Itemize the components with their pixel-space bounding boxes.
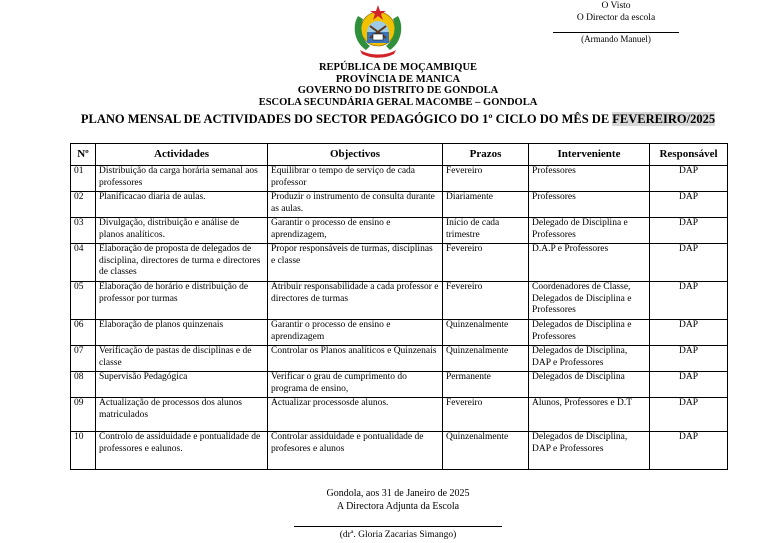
cell-deadline: Quinzenalmente	[443, 346, 529, 372]
header-responsible: Responsável	[650, 144, 728, 166]
cell-number: 09	[71, 398, 96, 432]
cell-objective: Controlar os Planos analíticos e Quinzenais	[268, 346, 443, 372]
cell-responsible: DAP	[650, 320, 728, 346]
cell-participant: Coordenadores de Classe, Delegados de Disciplina e Professores	[529, 282, 650, 320]
cell-participant: Professores	[529, 166, 650, 192]
table-row	[71, 166, 728, 192]
cell-participant: D.A.P e Professores	[529, 244, 650, 282]
cell-responsible: DAP	[650, 282, 728, 320]
cell-objective: Controlar assiduidade e pontualidade de profesores e alunos	[268, 432, 443, 470]
table-row	[71, 218, 728, 244]
cell-objective: Produzir o instrumento de consulta durante as aulas.	[268, 192, 443, 218]
mozambique-emblem-icon	[346, 2, 410, 60]
cell-activity: Planificacao diaria de aulas.	[96, 192, 268, 218]
cell-responsible: DAP	[650, 432, 728, 470]
table-row	[71, 282, 728, 320]
signature-block	[270, 487, 526, 541]
table-row	[71, 192, 728, 218]
cell-number: 06	[71, 320, 96, 346]
table-row	[71, 432, 728, 470]
cell-activity: Actualização de processos dos alunos matriculados	[96, 398, 268, 432]
table-row	[71, 320, 728, 346]
cell-number: 04	[71, 244, 96, 282]
table-row	[71, 398, 728, 432]
cell-participant: Professores	[529, 192, 650, 218]
activities-table	[70, 143, 728, 470]
cell-number: 02	[71, 192, 96, 218]
table-row	[71, 244, 728, 282]
signer-name: (drª. Gloria Zacarias Simango)	[339, 530, 457, 540]
header-deadlines: Prazos	[443, 144, 529, 166]
cell-deadline: Quinzenalmente	[443, 320, 529, 346]
cell-number: 10	[71, 432, 96, 470]
cell-responsible: DAP	[650, 244, 728, 282]
approval-line-1: O Visto	[601, 1, 631, 11]
cell-activity: Verificação de pastas de disciplinas e de classe	[96, 346, 268, 372]
cell-responsible: DAP	[650, 218, 728, 244]
cell-objective: Actualizar processosde alunos.	[268, 398, 443, 432]
cell-responsible: DAP	[650, 346, 728, 372]
table-header-row	[71, 144, 728, 166]
cell-activity: Elaboração de planos quinzenais	[96, 320, 268, 346]
cell-deadline: Diariamente	[443, 192, 529, 218]
cell-deadline: Fevereiro	[443, 398, 529, 432]
cell-participant: Delegados de Disciplina e Professores	[529, 320, 650, 346]
document-title	[0, 112, 768, 126]
cell-activity: Elaboração de horário e distribuição de professor por turmas	[96, 282, 268, 320]
cell-number: 05	[71, 282, 96, 320]
table-row	[71, 372, 728, 398]
title-month: FEVEREIRO/2025	[612, 112, 716, 126]
cell-objective: Propor responsáveis de turmas, disciplinas e classe	[268, 244, 443, 282]
cell-responsible: DAP	[650, 166, 728, 192]
header-province: PROVÍNCIA DE MANICA	[335, 73, 461, 85]
approval-line-2: O Director da escola	[576, 13, 656, 23]
cell-objective: Garantir o processo de ensino e aprendizagem	[268, 320, 443, 346]
cell-deadline: Fevereiro	[443, 244, 529, 282]
cell-activity: Divulgação, distribuição e análise de planos analíticos.	[96, 218, 268, 244]
cell-participant: Alunos, Professores e D.T	[529, 398, 650, 432]
cell-participant: Delegados de Disciplina, DAP e Professores	[529, 346, 650, 372]
cell-responsible: DAP	[650, 192, 728, 218]
approval-name: (Armando Manuel)	[581, 34, 651, 44]
header-objectives: Objectivos	[268, 144, 443, 166]
cell-participant: Delegado de Disciplina e Professores	[529, 218, 650, 244]
document-header	[0, 62, 768, 108]
cell-number: 08	[71, 372, 96, 398]
header-district: GOVERNO DO DISTRITO DE GONDOLA	[297, 85, 499, 96]
cell-activity: Controlo de assiduidade e pontualidade de professores e ealunos.	[96, 432, 268, 470]
cell-responsible: DAP	[650, 398, 728, 432]
cell-deadline: Fevereiro	[443, 282, 529, 320]
cell-number: 01	[71, 166, 96, 192]
cell-deadline: Permanente	[443, 372, 529, 398]
cell-activity: Supervisão Pedagógica	[96, 372, 268, 398]
approval-block	[546, 0, 686, 45]
cell-responsible: DAP	[650, 372, 728, 398]
cell-number: 03	[71, 218, 96, 244]
signer-role: A Directora Adjunta da Escola	[336, 501, 460, 512]
cell-number: 07	[71, 346, 96, 372]
cell-objective: Equilibrar o tempo de serviço de cada professor	[268, 166, 443, 192]
header-activities: Actividades	[96, 144, 268, 166]
cell-activity: Elaboração de proposta de delegados de disciplina, directores de turma e directores de classes	[96, 244, 268, 282]
title-main: PLANO MENSAL DE ACTIVIDADES DO SECTOR PEDAGÓGICO DO 1º CICLO DO MÊS DE	[80, 112, 610, 126]
cell-objective: Atribuir responsabilidade a cada professor e directores de turmas	[268, 282, 443, 320]
place-date: Gondola, aos 31 de Janeiro de 2025	[326, 488, 470, 499]
header-number: Nº	[71, 144, 96, 166]
table-row	[71, 346, 728, 372]
header-republic: REPÚBLICA DE MOÇAMBIQUE	[318, 62, 478, 73]
header-participants: Interveniente	[529, 144, 650, 166]
cell-objective: Garantir o processo de ensino e aprendizagem,	[268, 218, 443, 244]
approval-signature-line	[553, 32, 679, 33]
header-school: ESCOLA SECUNDÁRIA GERAL MACOMBE – GONDOLA	[258, 96, 538, 108]
cell-activity: Distribuição da carga horária semanal aos professores	[96, 166, 268, 192]
cell-participant: Delegados de Disciplina	[529, 372, 650, 398]
cell-participant: Delegados de Disciplina, DAP e Professores	[529, 432, 650, 470]
cell-deadline: Início de cada trimestre	[443, 218, 529, 244]
cell-deadline: Quinzenalmente	[443, 432, 529, 470]
cell-objective: Verificar o grau de cumprimento do programa de ensino,	[268, 372, 443, 398]
signature-line	[294, 526, 502, 527]
cell-deadline: Fevereiro	[443, 166, 529, 192]
